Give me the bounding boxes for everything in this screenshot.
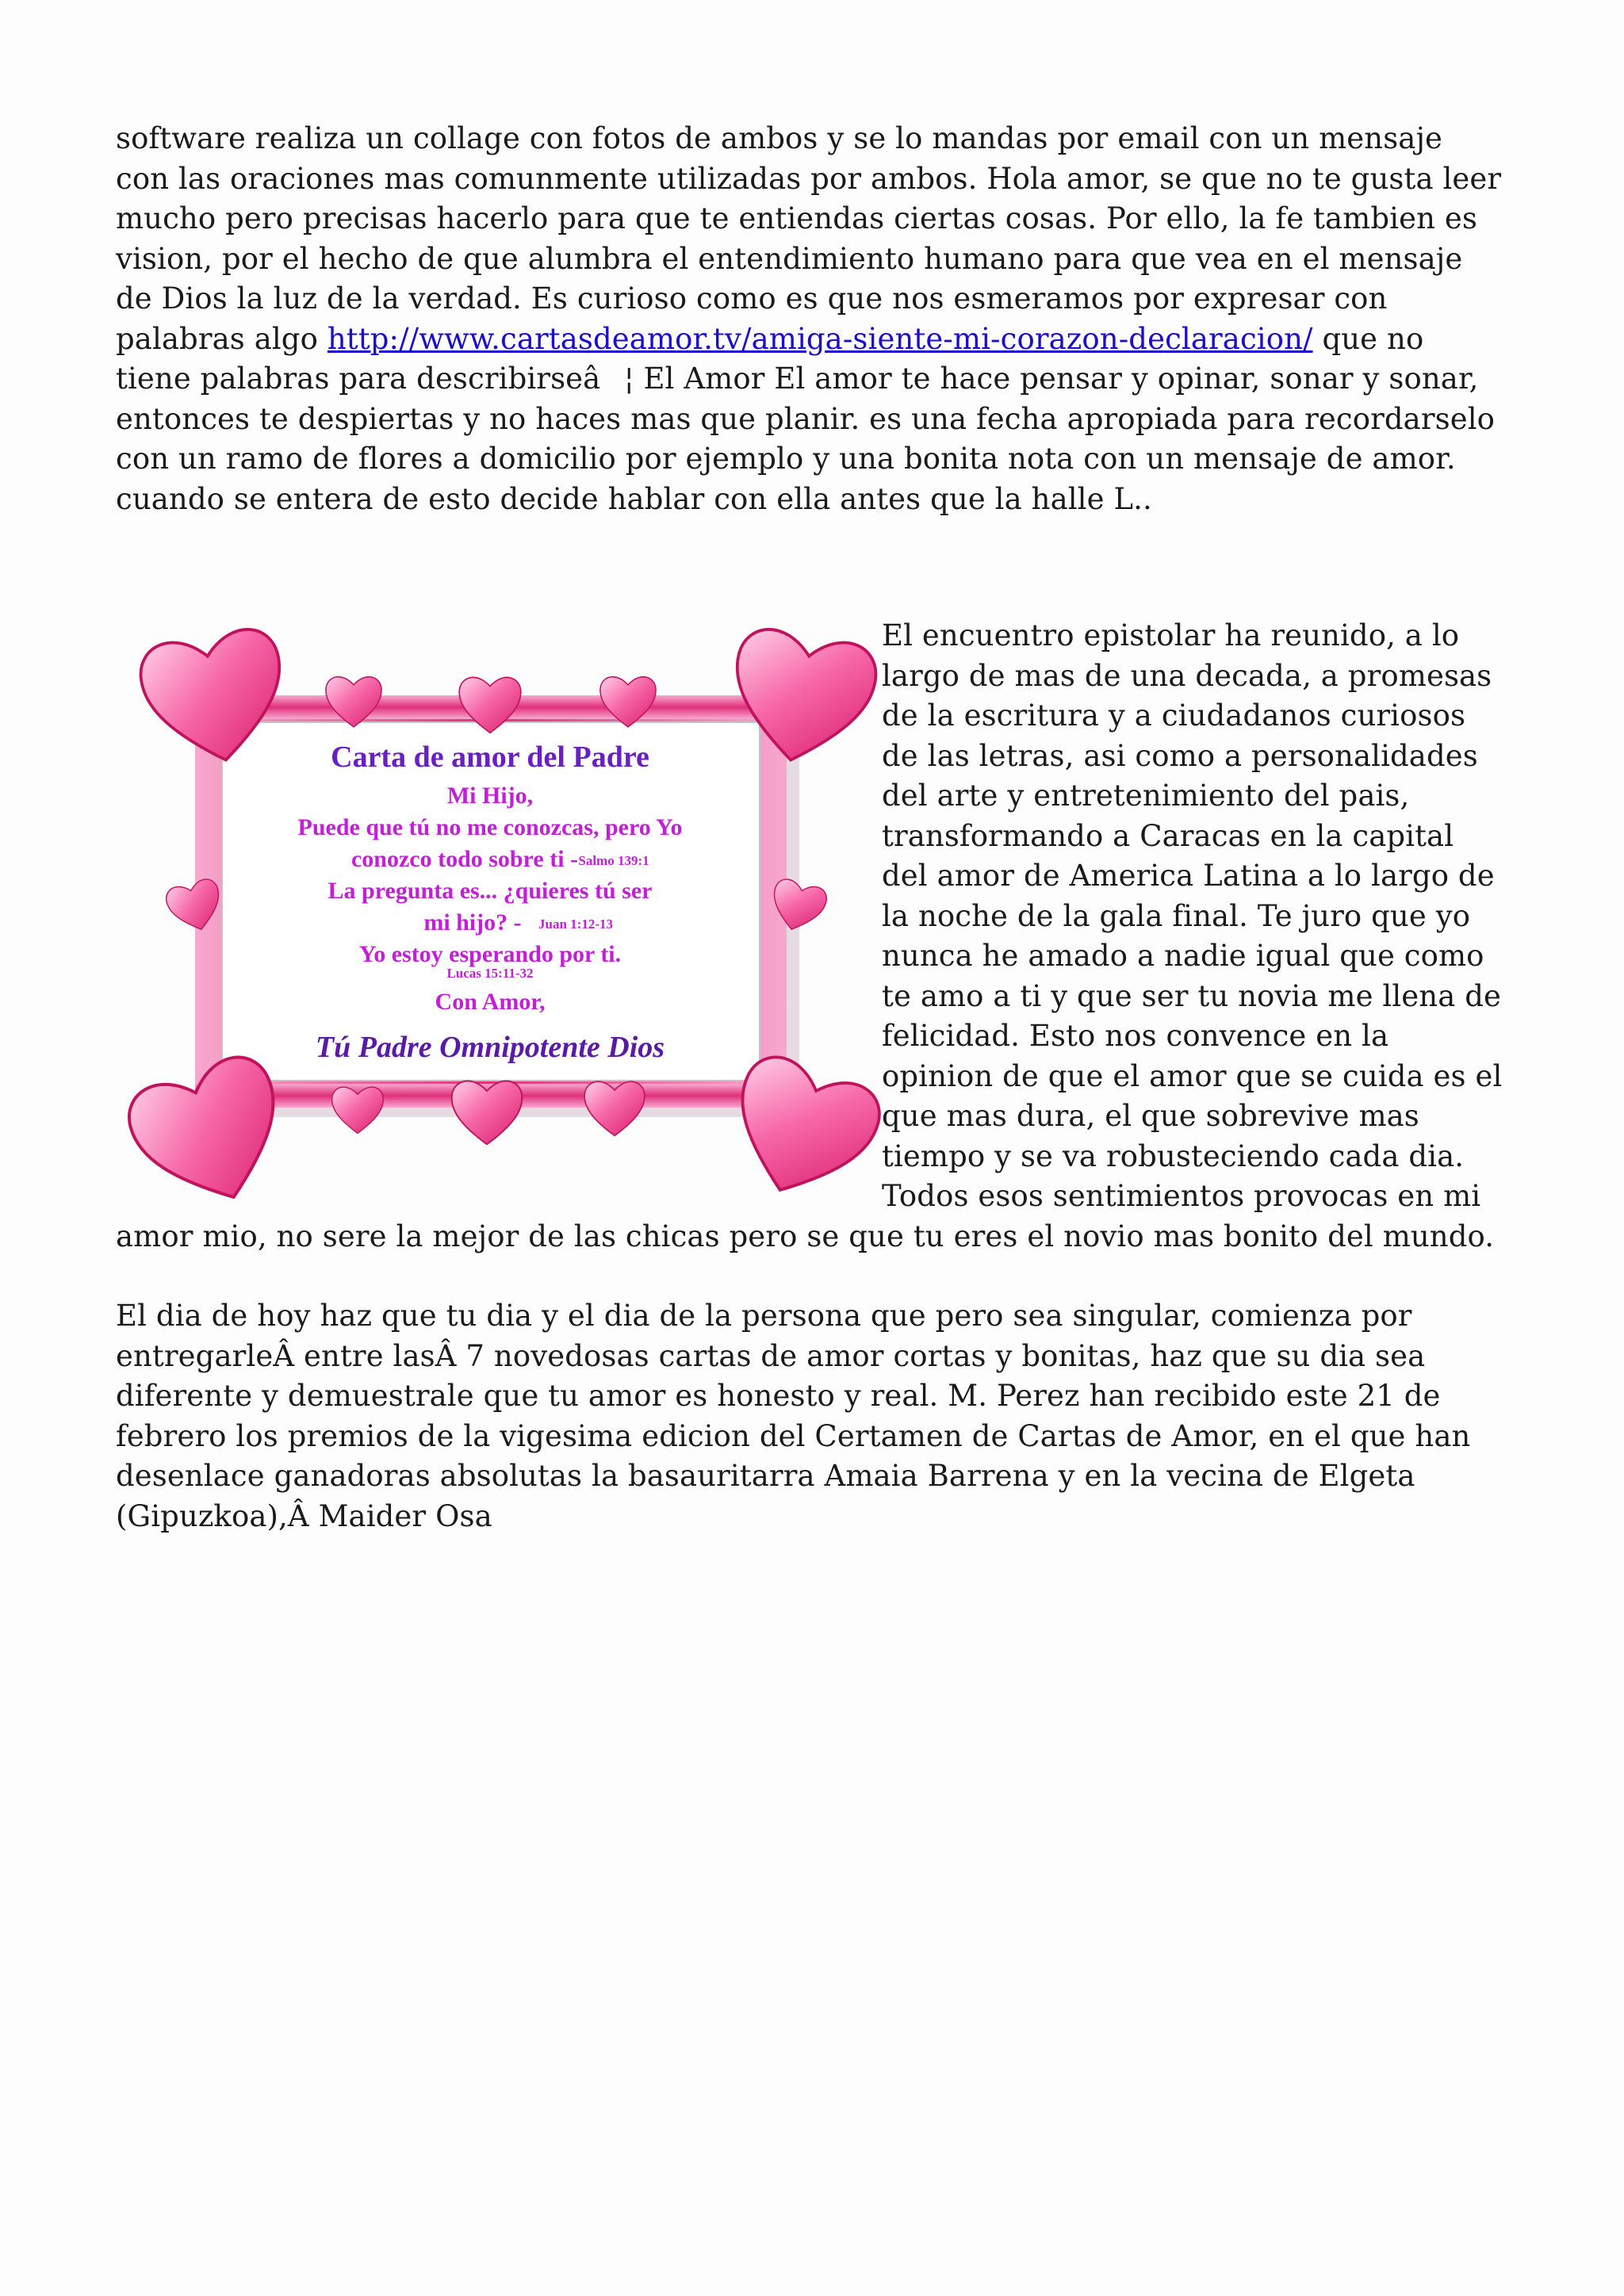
paragraph-1 (116, 119, 1503, 519)
card-closing: Con Amor, (435, 989, 546, 1015)
heart-icon (332, 1087, 384, 1133)
card-line-2: conozco todo sobre ti - (350, 846, 579, 872)
card-ref-1: Salmo 139:1 (578, 853, 649, 868)
card-line-4: mi hijo? - (423, 909, 522, 936)
card-ref-2: Juan 1:12-13 (538, 916, 613, 932)
card-title: Carta de amor del Padre (331, 740, 649, 774)
paragraph-1-text: software realiza un collage con fotos de ambos y se lo mandas por email con un mensaje con las oraciones mas comunmente utilizadas por ambos. Hola amor, se que no te gusta leer mucho pero precisas hacerlo para que te entiendas ciertas cosas. Por ello, la fe tambien es vision, por el hecho de que alumbra el entendimiento humano para que vea en el mensaje de Dios la luz de la verdad. Es curioso como es que nos esmeramos por expresar con palabras algo (116, 121, 1502, 356)
card-line-3: La pregunta es... ¿quieres tú ser (327, 878, 653, 904)
external-link[interactable]: http://www.cartasdeamor.tv/amiga-siente-mi-corazon-declaracion/ (327, 321, 1313, 356)
love-letter-image (116, 616, 882, 1214)
card-line-5: Yo estoy esperando por ti. (358, 941, 622, 967)
document-page (116, 119, 1503, 1536)
paragraph-1-continued: que no tiene palabras para describirseâ¦ El Amor El amor te hace pensar y opinar, sonar y sonar, entonces te despiertas y no haces mas que planir. es una fecha apropiada para recordarselo con un ramo de flores a domicilio por ejemplo y una bonita nota con un mensaje de amor. cuando se entera de esto decide hablar con ella antes que la halle L.. (116, 321, 1496, 516)
paragraph-3: El dia de hoy haz que tu dia y el dia de la persona que pero sea singular, comienza por entregarleÂ entre lasÂ 7 novedosas cartas de amor cortas y bonitas, haz que su dia sea diferente y demuestrale que tu amor es honesto y real. M. Perez han recibido este 21 de febrero los premios de la vigesima edicion del Certamen de Cartas de Amor, en el que han desenlace ganadoras absolutas la basauritarra Amaia Barrena y en la vecina de Elgeta (Gipuzkoa),Â Maider Osa (116, 1299, 1471, 1533)
heart-icon (452, 1081, 523, 1144)
card-ref-3: Lucas 15:11-32 (446, 966, 534, 981)
card-signature: Tú Padre Omnipotente Dios (315, 1031, 665, 1064)
heart-frame-illustration (116, 616, 882, 1214)
paragraph-2: El encuentro epistolar ha reunido, a lo largo de mas de una decada, a promesas de la escritura y a ciudadanos curiosos de las letras, asi como a personalidades del arte y entretenimiento del pais, transformando a Caracas en la capital del amor de America Latina a lo largo de la noche de la gala final. Te juro que yo nunca he amado a nadie igual que como te amo a ti y que ser tu novia me llena de felicidad. Esto nos convence en la opinion de que el amor que se cuida es el que mas dura, el que sobrevive mas tiempo y se va robusteciendo cada dia. Todos esos sentimientos provocas en mi amor mio, no sere la mejor de las chicas pero se que tu eres el novio mas bonito del mundo. (116, 618, 1503, 1253)
card-greeting: Mi Hijo, (446, 783, 534, 809)
card-line-1: Puede que tú no me conozcas, pero Yo (297, 814, 683, 840)
heart-icon (584, 1081, 645, 1135)
